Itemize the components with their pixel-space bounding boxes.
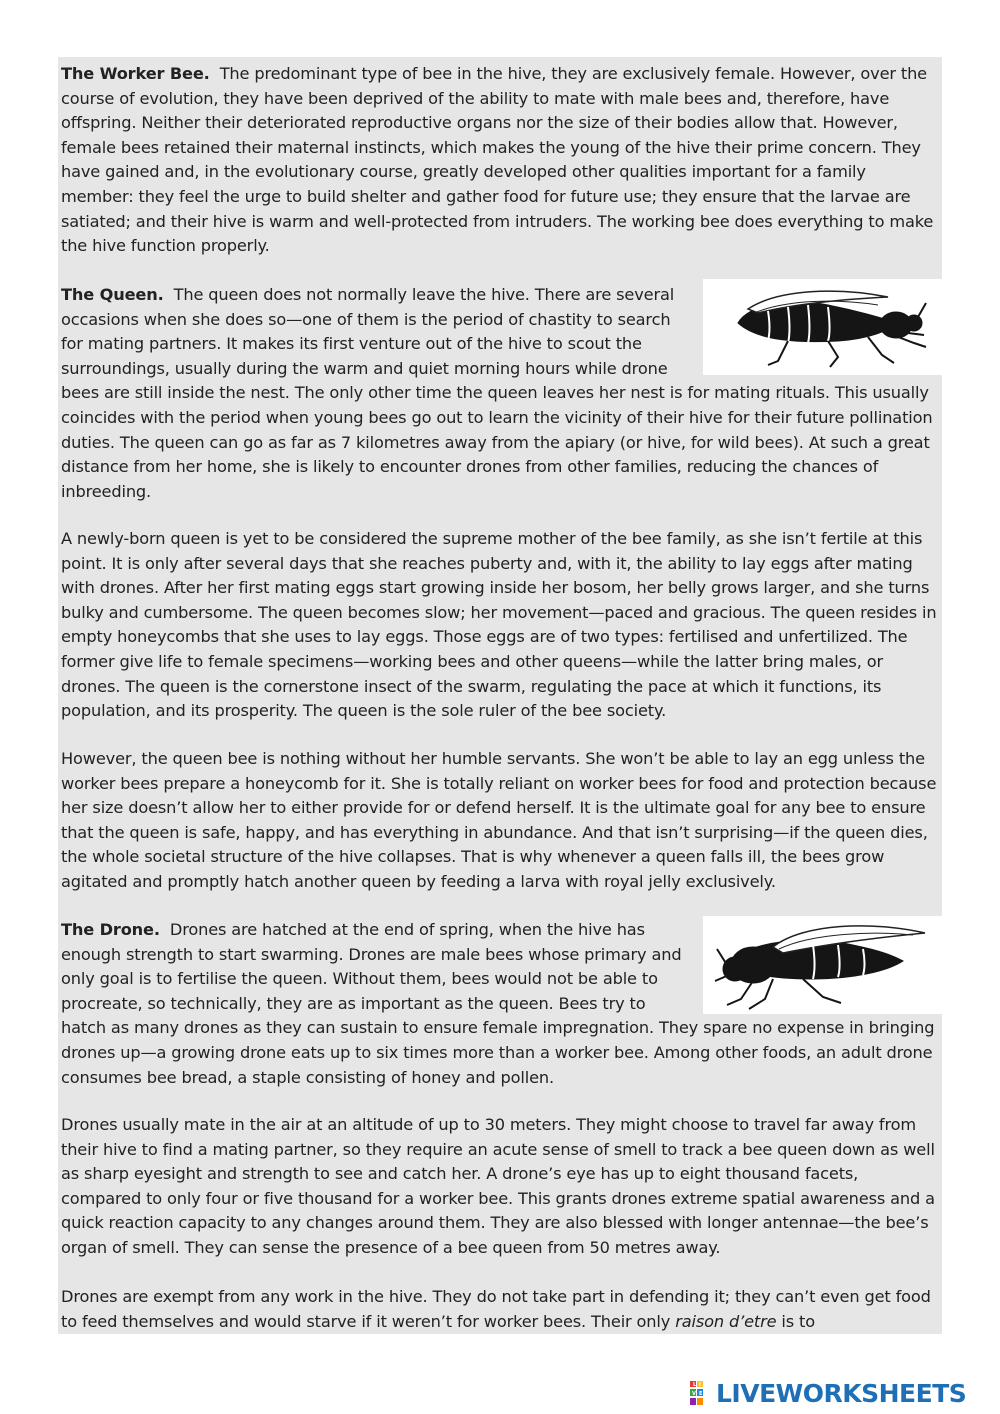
drone-para3-start: Drones are exempt from any work in the hive. They do not take part in defending it; they can’t even get food to feed themselves and would starve if it weren’t for worker bees. Their only [61, 1287, 931, 1331]
svg-text:E: E [699, 1391, 703, 1397]
queen-heading: The Queen. [61, 285, 164, 304]
drone-bee-icon [713, 919, 933, 1011]
svg-text:L: L [693, 1382, 697, 1388]
drone-heading: The Drone. [61, 920, 160, 939]
queen-paragraph [61, 283, 937, 504]
queen-paragraph-3: However, the queen bee is nothing without her humble servants. She won’t be able to lay an egg unless the worker bees prepare a honeycomb for it. She is totally reliant on worker bees for food and protection because her size doesn’t allow her to either provide for or defend herself. It is the ultimate goal for any bee to ensure that the queen is safe, happy, and has everything in abundance. And that isn’t surprising—if the queen dies, the whole societal structure of the hive collapses. That is why whenever a queen falls ill, the bees grow agitated and promptly hatch another queen by feeding a larva with royal jelly exclusively. [61, 749, 937, 891]
drone-paragraph [61, 918, 937, 1090]
margin [942, 57, 1000, 280]
drone-bee-image [703, 916, 943, 1014]
svg-text:I: I [699, 1382, 701, 1388]
drone-paragraph-3 [61, 1285, 937, 1334]
queen-text: The queen does not normally leave the hive. There are several occasions when she does so—one of them is the period of chastity to search for mating partners. It makes its first venture out of the hive to scout the surroundings, usually during the warm and quiet morning hours while drone bees are still inside the nest. The only other time the queen leaves her nest is for mating rituals. This usually coincides with the period when young bees go out to learn the vicinity of their hive for their future pollination duties. The queen can go as far as 7 kilometres away from the apiary (or hive, for wild bees). At such a great distance from her home, she is likely to encounter drones from other families, reducing the chances of inbreeding. [61, 285, 933, 501]
drone-text: Drones are hatched at the end of spring, when the hive has enough strength to start swarming. Drones are male bees whose primary and only goal is to fertilise the queen. Without them, bees would not be able to procreate, so technically, they are as important as the queen. Bees try to hatch as many drones as they can sustain to ensure female impregnation. They spare no expense in bringing drones up—a growing drone eats up to six times more than a worker bee. Among other foods, an adult drone consumes bee bread, a staple consisting of honey and pollen. [61, 920, 935, 1087]
liveworksheets-logo-icon [690, 1380, 712, 1406]
queen-bee-image [703, 279, 943, 375]
drone-para3-end: is to [781, 1311, 815, 1331]
drone-paragraph-2: Drones usually mate in the air at an altitude of up to 30 meters. They might choose to travel far away from their hive to find a mating partner, so they require an acute sense of smell to track a bee queen down as well as sharp eyesight and strength to see and catch her. A drone’s eye has up to eight thousand facets, compared to only four or five thousand for a worker bee. This grants drones extreme spatial awareness and a quick reaction capacity to any changes around them. They are also blessed with longer antennae—the bee’s organ of smell. They can sense the presence of a bee queen from 50 metres away. [61, 1115, 935, 1257]
logo-text: LIVEWORKSHEETS [716, 1378, 967, 1408]
queen-bee-icon [718, 283, 928, 371]
drone-para3-italic: raison d’etre [675, 1311, 777, 1331]
liveworksheets-logo[interactable] [690, 1375, 966, 1411]
worker-bee-paragraph [61, 62, 937, 259]
svg-text:V: V [692, 1391, 696, 1397]
queen-paragraph-2: A newly-born queen is yet to be considered the supreme mother of the bee family, as she isn’t fertile at this point. It is only after several days that she reaches puberty and, with it, the ability to lay eggs after mating with drones. After her first mating eggs start growing inside her bosom, her belly grows larger, and she turns bulky and cumbersome. The queen becomes slow; her movement—paced and gracious. The queen resides in empty honeycombs that she uses to lay eggs. Those eggs are of two types: fertilised and unfertilized. The former give life to female specimens—working bees and other queens—while the latter bring males, or drones. The queen is the cornerstone insect of the swarm, regulating the pace at which it functions, its population, and its prosperity. The queen is the sole ruler of the bee society. [61, 529, 937, 721]
worker-bee-text: The predominant type of bee in the hive, they are exclusively female. However, over the course of evolution, they have been deprived of the ability to mate with male bees and, therefore, have offspring. Neither their deteriorated reproductive organs nor the size of their bodies allow that. However, female bees retained their maternal instincts, which makes the young of the hive their prime concern. They have gained and, in the evolutionary course, greatly developed other qualities important for a family member: they feel the urge to build shelter and gather food for future use; they ensure that the larvae are satiated; and their hive is warm and well-protected from intruders. The working bee does everything to make the hive function properly. [61, 64, 934, 256]
worker-bee-heading: The Worker Bee. [61, 64, 210, 83]
